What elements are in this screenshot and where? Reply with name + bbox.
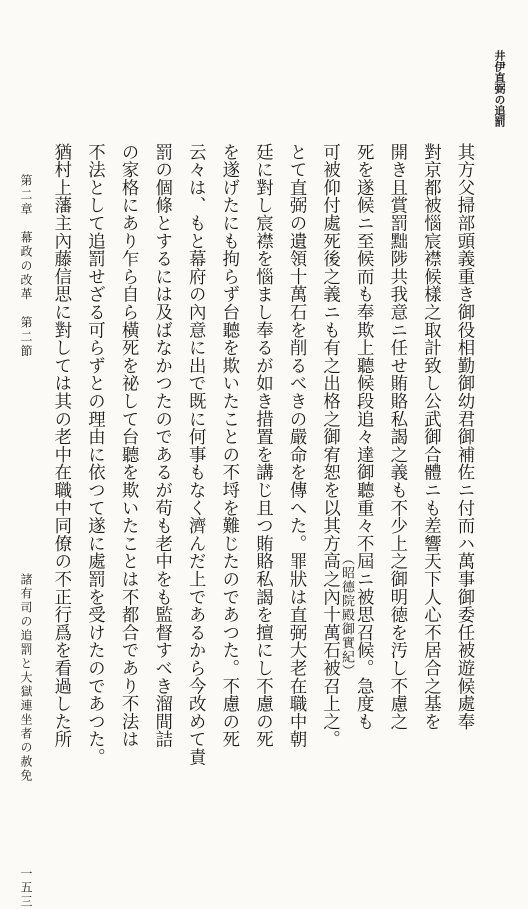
footer-chapter-section: 第二章 幕政の改革 第二節 — [19, 174, 33, 359]
footer-section-title: 諸有司の追罰と大獄連坐者の赦免 — [19, 573, 33, 783]
marginal-headnote: 井伊直弼の追罰 — [493, 50, 506, 127]
body-text — [43, 143, 480, 766]
page-number: 一五三 — [19, 867, 33, 909]
body-line: 廷に對し宸襟を惱まし奉るが如き措置を講じ且つ賄賂私謁を擅にし不慮の死 — [252, 143, 273, 749]
body-line: 罰の個條とするには及ばなかつたのであるが苟も老中をも監督すべき溜間詰 — [151, 143, 172, 749]
body-line: を遂げたにも拘らず台聽を欺いたことの不埒を難じたのであつた。不慮の死 — [218, 143, 239, 749]
footer-section-title-and-page — [19, 573, 33, 909]
footer-spacer — [19, 783, 33, 867]
body-line: の家格にあり乍ら自ら橫死を祕して台聽を欺いたことは不都合であり不法は — [118, 143, 139, 749]
body-line: 對京都被惱宸襟候樣之取計致し公武御合體ニも差響天下人心不居合之基を — [420, 143, 441, 731]
body-line: 開き且賞罰黜陟共我意ニ任せ賄賂私謁之義も不少上之御明徳を汚し不慮之 — [386, 143, 407, 731]
body-line: 可被仰付處死後之義ニも有之出格之御宥恕を以其方高之內十萬石被召上之。 — [319, 143, 340, 749]
body-line: 猶村上藩主內藤信思に對しては其の老中在職中同僚の不正行爲を看過した所 — [50, 143, 71, 749]
body-line: 其方父掃部頭義重き御役相勤御幼君御補佐ニ付而ハ萬事御委任被遊候處奉 — [454, 143, 474, 731]
body-line: とて直弼の遺領十萬石を削るべきの嚴命を傳へた。罪狀は直弼大老在職中朝 — [286, 143, 307, 749]
source-citation: （昭德院殿御實紀） — [339, 552, 354, 678]
body-line: 死を遂候ニ至候而も奉欺上聽候段追々達御聽重々不屆ニ被思召候。急度も — [353, 143, 374, 731]
body-line: 云々は、もと幕府の內意に出で既に何事もなく濟んだ上であるから今改めて責 — [185, 143, 206, 766]
body-line: 不法として追罰せざる可らずとの理由に依つて遂に處罰を受けたのであつた。 — [84, 143, 105, 766]
